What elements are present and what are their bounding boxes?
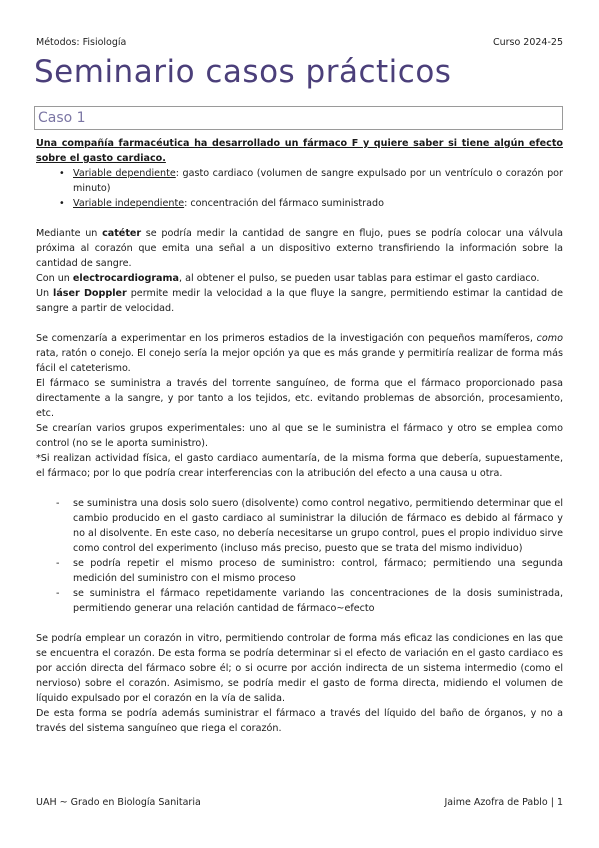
page-title: Seminario casos prácticos	[34, 54, 452, 90]
variable-item	[73, 196, 563, 211]
variable-item	[73, 166, 563, 196]
list-item: - se suministra una dosis solo suero (disolvente) como control negativo, permitiendo determinar que el cambio producido en el gasto cardiaco al suministrar la dilución de fármaco es debido al fármaco y no al disolvente. En este caso, no debería necesitarse un grupo control, pues el propio individuo sirve como control del experimento (incluso más preciso, puesto que se trata del mismo individuo)	[73, 496, 563, 556]
procedure-list	[36, 496, 563, 616]
paragraph-animals: Se comenzaría a experimentar en los primeros estadios de la investigación con pequeños mamíferos, como rata, ratón o conejo. El conejo sería la mejor opción ya que es más grande y permitiría realizar de forma más fácil el cateterismo.	[36, 333, 563, 374]
header-academic-year: Curso 2024-25	[492, 37, 563, 48]
footer-degree: UAH ~ Grado en Biología Sanitaria	[36, 797, 201, 808]
case-heading-box	[34, 106, 563, 130]
variable-term: Variable dependiente	[73, 168, 176, 179]
case-question: Una compañía farmacéutica ha desarrollado un fármaco F y quiere saber si tiene algún efecto sobre el gasto cardiaco.	[36, 138, 563, 164]
list-item: - se podría repetir el mismo proceso de suministro: control, fármaco; permitiendo una segunda medición del suministro con el mismo proceso	[73, 556, 563, 586]
paragraph-in-vitro: Se podría emplear un corazón in vitro, permitiendo controlar de forma más eficaz las condiciones en las que se encuentra el corazón. De esta forma se podría determinar si el efecto de variación en el gasto cardiaco es por acción directa del fármaco sobre él; o si ocurre por acción indirecta de un sistema intermedio (como el nervioso) sobre el corazón. Asimismo, se podría medir el gasto de forma directa, midiendo el volumen de líquido expulsado por el corazón en la vía de salida.	[36, 633, 563, 704]
paragraph-note: *Si realizan actividad física, el gasto cardiaco aumentaría, de la misma forma que debería, supuestamente, el fármaco; por lo que podría crear interferencias con la atribución del efecto a una causa u otra.	[36, 453, 563, 479]
case-heading: Caso 1	[38, 110, 86, 126]
term-electrocardiograma: electrocardiograma	[72, 273, 180, 284]
term-cateter: catéter	[102, 228, 142, 239]
term-laser-doppler: láser Doppler	[53, 288, 127, 299]
paragraph-administration: El fármaco se suministra a través del torrente sanguíneo, de forma que el fármaco proporcionado pasa directamente a la sangre, y por tanto a los tejidos, etc. evitando problemas de absorción, procesamiento, etc.	[36, 378, 563, 419]
variable-term: Variable independiente	[73, 198, 185, 209]
paragraph-organ-bath: De esta forma se podría además suministrar el fármaco a través del líquido del baño de órganos, y no a través del sistema sanguíneo que riega el corazón.	[36, 708, 563, 734]
variables-list	[36, 166, 563, 211]
header-course-subject: Métodos: Fisiología	[36, 37, 127, 48]
variable-description: : gasto cardiaco (volumen de sangre expulsado por un ventrículo o corazón por minuto)	[73, 168, 563, 194]
paragraph-cateter: Mediante un catéter se podría medir la cantidad de sangre en flujo, pues se podría colocar una válvula próxima al corazón que emita una señal a un dispositivo externo transfiriendo la información sobre la cantidad de sangre.	[36, 228, 563, 269]
paragraph-doppler: Un láser Doppler permite medir la velocidad a la que fluye la sangre, permitiendo estimar la cantidad de sangre a partir de velocidad.	[36, 288, 564, 314]
variable-description: : concentración del fármaco suministrado	[184, 198, 384, 209]
document-body	[36, 136, 563, 736]
footer-author-page: Jaime Azofra de Pablo | 1	[444, 797, 563, 808]
list-item: - se suministra el fármaco repetidamente variando las concentraciones de la dosis suministrada, permitiendo generar una relación cantidad de fármaco~efecto	[73, 586, 563, 616]
paragraph-ecg: Con un electrocardiograma, al obtener el pulso, se pueden usar tablas para estimar el gasto cardiaco.	[36, 273, 540, 284]
paragraph-groups: Se crearían varios grupos experimentales: uno al que se le suministra el fármaco y otro se emplea como control (no se le aporta suministro).	[36, 423, 563, 449]
